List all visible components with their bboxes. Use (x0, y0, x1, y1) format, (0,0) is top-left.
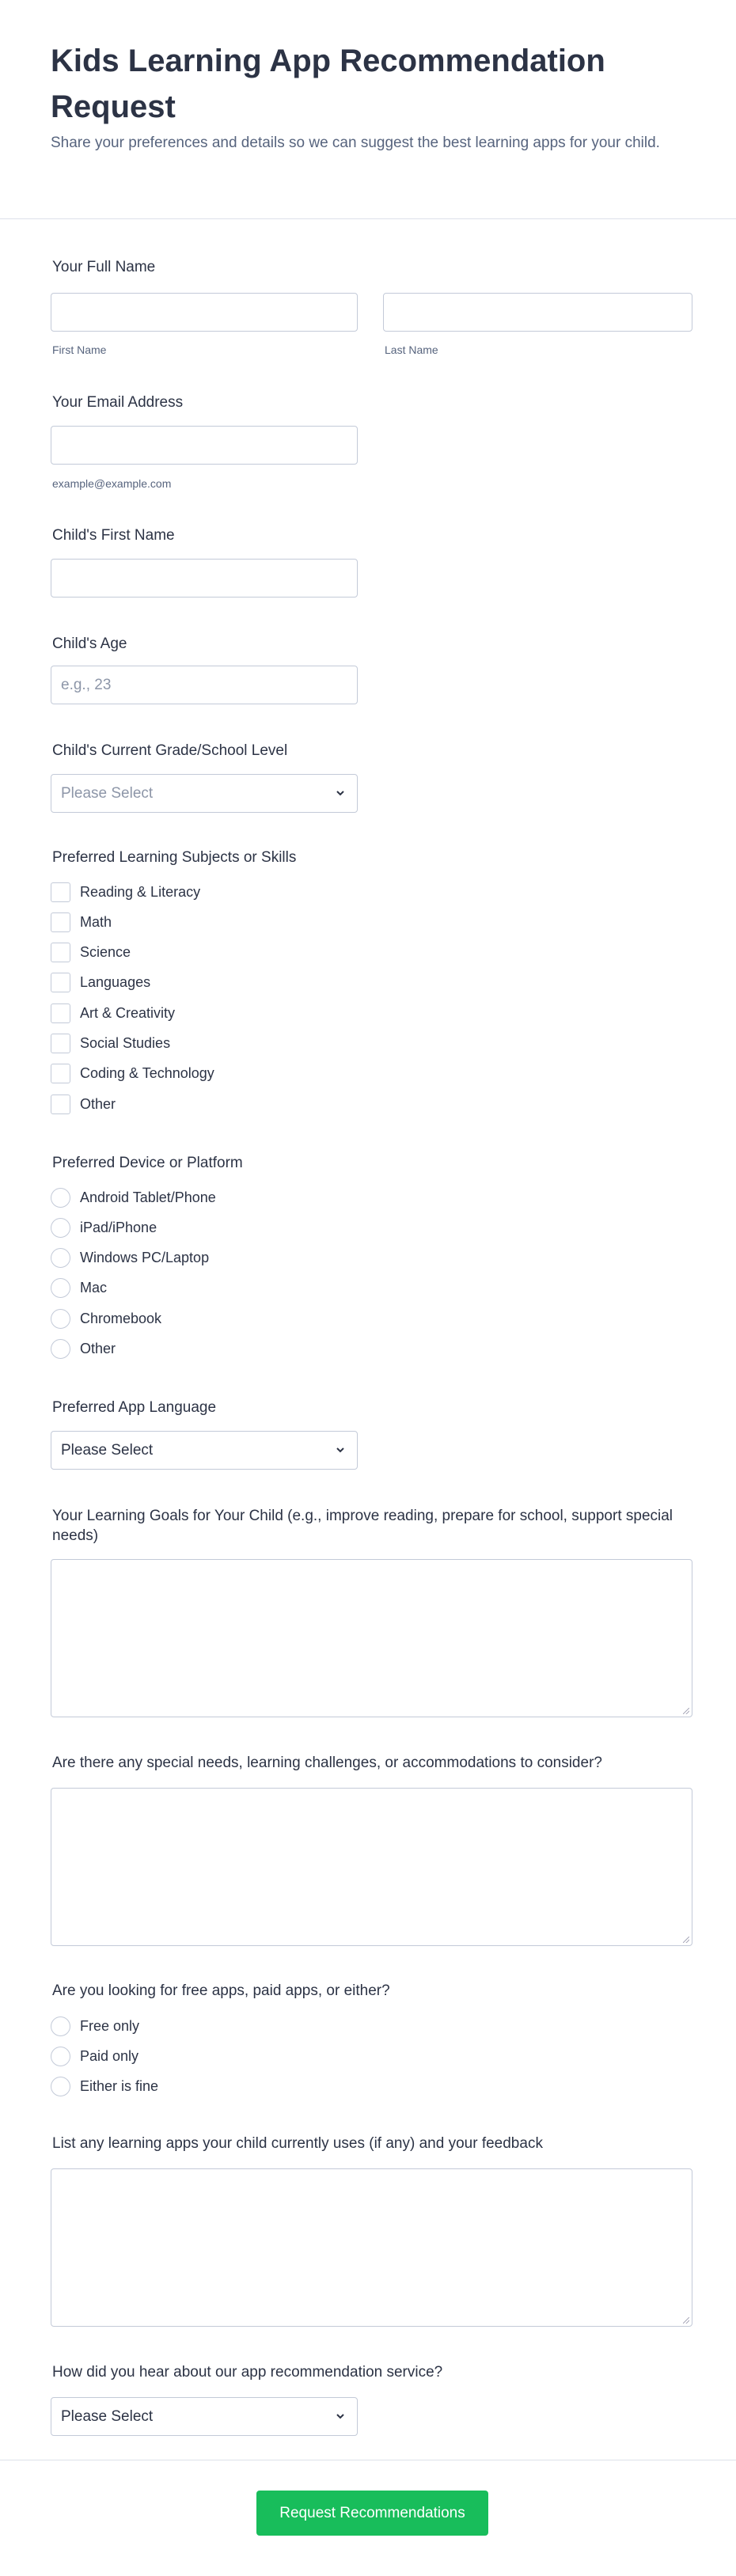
subject-option[interactable] (51, 882, 200, 902)
subject-option[interactable] (51, 1003, 175, 1023)
subject-option-label: Science (80, 944, 131, 961)
subjects-label: Preferred Learning Subjects or Skills (52, 849, 297, 866)
subject-option-label: Coding & Technology (80, 1065, 214, 1082)
child-age-label: Child's Age (52, 635, 127, 652)
device-option-label: Mac (80, 1280, 108, 1296)
referral-label: How did you hear about our app recommendation service? (52, 2364, 443, 2381)
subject-option[interactable] (51, 1034, 170, 1054)
chevron-down-icon (333, 2409, 347, 2423)
device-option-label: Windows PC/Laptop (80, 1250, 210, 1266)
last-name-hint: Last Name (385, 343, 438, 356)
resize-handle-icon[interactable] (683, 1708, 689, 1714)
device-option[interactable] (51, 1248, 209, 1269)
email-hint: example@example.com (52, 477, 172, 490)
pricing-option[interactable] (51, 2077, 158, 2097)
current-apps-textarea[interactable] (51, 2168, 692, 2327)
grade-label: Child's Current Grade/School Level (52, 742, 288, 759)
pricing-option[interactable] (51, 2046, 138, 2066)
device-option-label: Android Tablet/Phone (80, 1189, 216, 1205)
last-name-input[interactable] (383, 293, 692, 332)
radio-button[interactable] (51, 1339, 70, 1359)
checkbox[interactable] (51, 882, 70, 902)
subject-option-label: Reading & Literacy (80, 883, 201, 900)
checkbox[interactable] (51, 1064, 70, 1083)
language-select[interactable] (51, 1431, 358, 1470)
subject-option-label: Math (80, 913, 112, 930)
subject-option-label: Social Studies (80, 1035, 171, 1051)
resize-handle-icon[interactable] (683, 1937, 689, 1943)
device-option[interactable] (51, 1217, 157, 1238)
radio-button[interactable] (51, 1248, 70, 1268)
subject-option[interactable] (51, 1064, 214, 1084)
full-name-label: Your Full Name (52, 259, 156, 275)
pricing-option[interactable] (51, 2016, 139, 2036)
device-option-label: Chromebook (80, 1310, 162, 1326)
checkbox[interactable] (51, 1003, 70, 1023)
radio-button[interactable] (51, 2077, 70, 2096)
device-option[interactable] (51, 1278, 107, 1299)
language-selected: Please Select (61, 1442, 154, 1459)
device-option-label: iPad/iPhone (80, 1219, 157, 1235)
device-option-label: Other (80, 1341, 116, 1356)
pricing-label: Are you looking for free apps, paid apps, or either? (52, 1982, 390, 1999)
subject-option-label: Art & Creativity (80, 1004, 176, 1021)
device-option[interactable] (51, 1339, 116, 1360)
child-name-label: Child's First Name (52, 527, 175, 544)
checkbox[interactable] (51, 912, 70, 932)
pricing-option-label: Either is fine (80, 2078, 159, 2095)
grade-select[interactable] (51, 774, 358, 813)
email-label: Your Email Address (52, 394, 184, 411)
radio-button[interactable] (51, 1309, 70, 1329)
page-subtitle: Share your preferences and details so we can suggest the best learning apps for your child. (51, 135, 660, 151)
subject-option[interactable] (51, 1094, 116, 1114)
child-age-input[interactable]: e.g., 23 (51, 666, 358, 704)
request-recommendations-button[interactable]: Request Recommendations (256, 2491, 488, 2536)
child-name-input[interactable] (51, 559, 358, 598)
subject-option[interactable] (51, 943, 131, 963)
goals-label: Your Learning Goals for Your Child (e.g., improve reading, prepare for school, support special needs) (52, 1508, 673, 1544)
radio-button[interactable] (51, 2016, 70, 2036)
radio-button[interactable] (51, 1218, 70, 1238)
email-input[interactable] (51, 426, 358, 465)
subject-option-label: Languages (80, 974, 151, 991)
chevron-down-icon (333, 1443, 347, 1457)
header-divider (0, 218, 736, 219)
goals-textarea[interactable] (51, 1559, 692, 1717)
grade-selected: Please Select (61, 785, 154, 802)
page-title: Kids Learning App Recommendation Request (51, 44, 605, 124)
resize-handle-icon[interactable] (683, 2317, 689, 2324)
checkbox[interactable] (51, 1034, 70, 1053)
device-option[interactable] (51, 1187, 216, 1208)
device-option[interactable] (51, 1308, 161, 1329)
subject-option-label: Other (80, 1095, 116, 1112)
first-name-input[interactable] (51, 293, 358, 332)
checkbox[interactable] (51, 973, 70, 992)
radio-button[interactable] (51, 2047, 70, 2066)
checkbox[interactable] (51, 943, 70, 962)
radio-button[interactable] (51, 1278, 70, 1298)
referral-selected: Please Select (61, 2408, 154, 2425)
special-needs-label: Are there any special needs, learning challenges, or accommodations to consider? (52, 1755, 602, 1771)
referral-select[interactable] (51, 2397, 358, 2436)
first-name-hint: First Name (52, 343, 107, 356)
pricing-option-label: Paid only (80, 2047, 139, 2064)
chevron-down-icon (333, 786, 347, 800)
subject-option[interactable] (51, 912, 112, 932)
pricing-option-label: Free only (80, 2017, 140, 2034)
radio-button[interactable] (51, 1188, 70, 1208)
current-apps-label: List any learning apps your child currently uses (if any) and your feedback (52, 2135, 543, 2152)
language-label: Preferred App Language (52, 1399, 217, 1416)
subject-option[interactable] (51, 973, 150, 993)
special-needs-textarea[interactable] (51, 1788, 692, 1946)
device-label: Preferred Device or Platform (52, 1155, 243, 1171)
checkbox[interactable] (51, 1095, 70, 1114)
